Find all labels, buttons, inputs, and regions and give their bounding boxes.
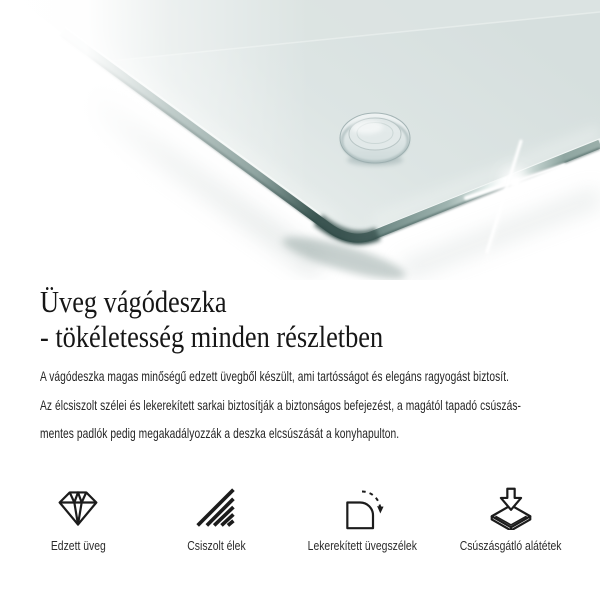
product-photo	[0, 0, 600, 280]
icon-box	[141, 484, 291, 530]
feature-rounded-glass-edges	[287, 484, 437, 553]
rounded-corner-icon	[340, 486, 384, 530]
polished-edges-icon	[194, 486, 238, 530]
glass-board-illustration	[0, 0, 600, 280]
feature-polished-edges	[141, 484, 291, 553]
title-line-2: - tökéletesség minden részletben	[40, 319, 384, 354]
icon-box	[3, 484, 153, 530]
feature-label: Csúszásgátló alátétek	[460, 538, 562, 553]
anti-slip-pads-icon	[489, 486, 533, 530]
feature-tempered-glass	[3, 484, 153, 553]
feature-label: Csiszolt élek	[186, 538, 246, 553]
feature-anti-slip-pads	[436, 484, 586, 553]
page-title	[40, 284, 383, 354]
white-fade-overlay	[0, 0, 600, 280]
icon-box	[287, 484, 437, 530]
title-line-1: Üveg vágódeszka	[40, 284, 227, 319]
description-line: mentes padlók pedig megakadályozzák a deszka elcsúszását a konyhapulton.	[40, 425, 400, 441]
description-line: Az élcsiszolt szélei és lekerekített sarkai biztosítják a biztonságos befejezést, a magától tapadó csúszás-	[40, 396, 522, 413]
feature-label: Edzett üveg	[50, 538, 106, 553]
description-line: A vágódeszka magas minőségű edzett üvegből készült, ami tartósságot és elegáns ragyogást biztosít.	[40, 368, 510, 384]
diamond-icon	[56, 486, 100, 530]
icon-box	[436, 484, 586, 530]
product-description	[40, 362, 521, 448]
feature-list	[0, 484, 600, 564]
feature-label: Lekerekített üvegszélek	[307, 538, 417, 553]
